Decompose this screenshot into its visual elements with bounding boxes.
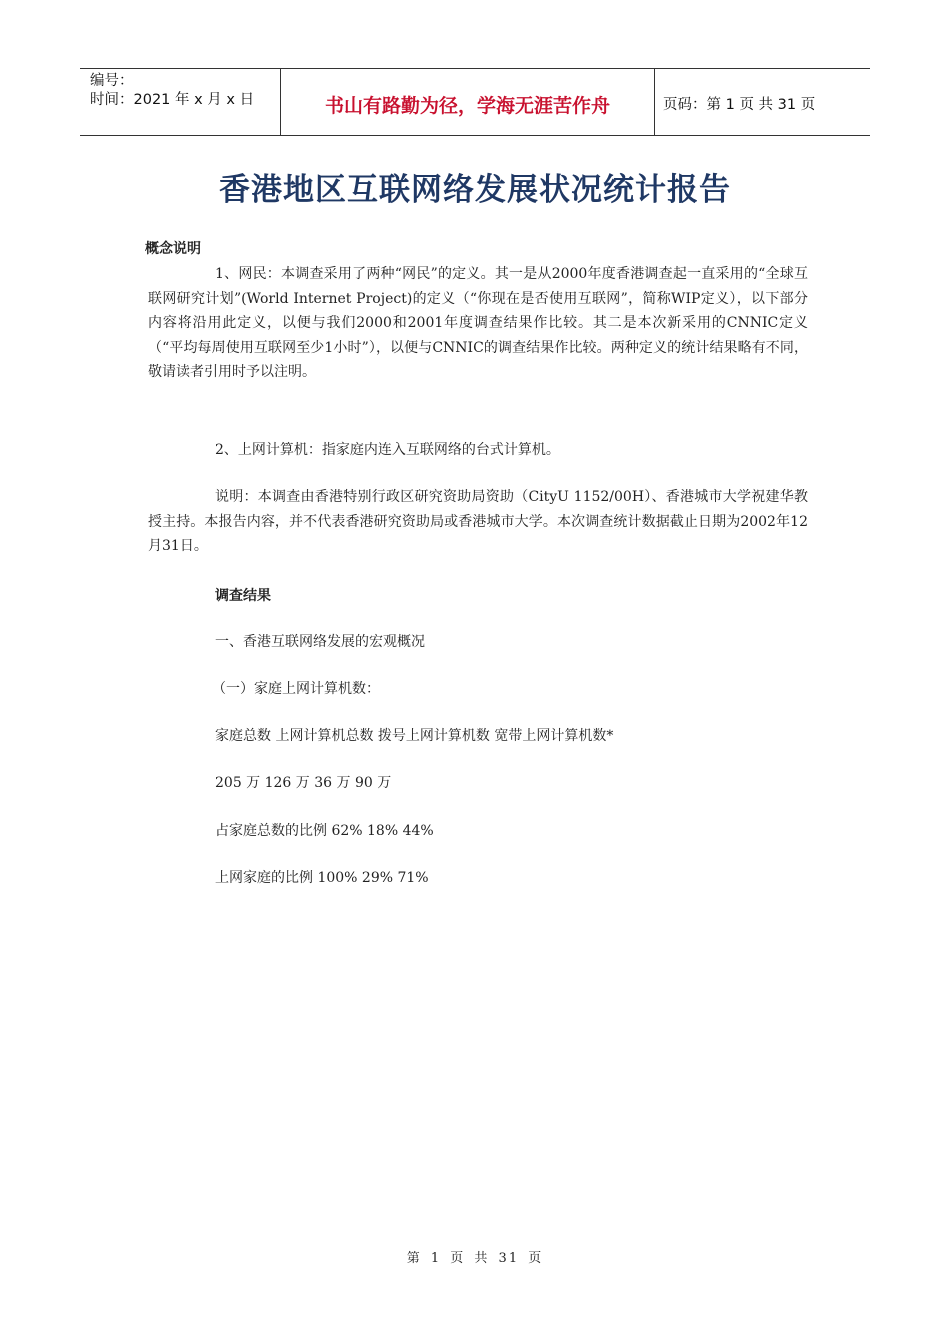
header-meta-cell [80,69,281,135]
page-header [80,68,870,136]
table-row-counts: 205 万 126 万 36 万 90 万 [215,775,392,791]
page-footer: 第 1 页 共 31 页 [406,1251,544,1266]
concept-paragraph-2: 2、上网计算机：指家庭内连入互联网络的台式计算机。 [215,442,560,458]
concept-paragraph-1: 1、网民：本调查采用了两种“网民”的定义。其一是从2000年度香港调查起一直采用的“全球互联网研究计划”(World Internet Project)的定义（“你现在是否使用互联网”，简称WIP定义），以下部分内容将沿用此定义，以便与我们2000和2001年度调查结果作比较。其二是本次新采用的CNNIC定义（“平均每周使用互联网至少1小时”），以便与CNNIC的调查结果作比较。两种定义的统计结果略有不同，敬请读者引用时予以注明。 [148,266,808,380]
subsection-home-computers: （一）家庭上网计算机数： [212,681,380,697]
header-time: 时间：2021 年 x 月 x 日 [90,92,255,108]
header-page-info: 页码：第 1 页 共 31 页 [663,96,816,113]
document-title: 香港地区互联网络发展状况统计报告 [219,172,731,208]
header-number-label: 编号： [90,73,134,89]
table-header-row: 家庭总数 上网计算机总数 拨号上网计算机数 宽带上网计算机数* [215,728,614,744]
section-macro-overview: 一、香港互联网络发展的宏观概况 [215,634,425,650]
table-row-household-ratio: 占家庭总数的比例 62% 18% 44% [215,823,434,839]
concept-heading: 概念说明 [145,241,201,257]
concept-paragraph-3: 说明：本调查由香港特别行政区研究资助局资助（CityU 1152/00H）、香港城市大学祝建华教授主持。本报告内容，并不代表香港研究资助局或香港城市大学。本次调查统计数据截止日期为2002年12月31日。 [148,489,808,554]
header-motto: 书山有路勤为径，学海无涯苦作舟 [281,69,655,135]
table-row-online-ratio: 上网家庭的比例 100% 29% 71% [215,870,429,886]
results-heading: 调查结果 [215,588,271,604]
